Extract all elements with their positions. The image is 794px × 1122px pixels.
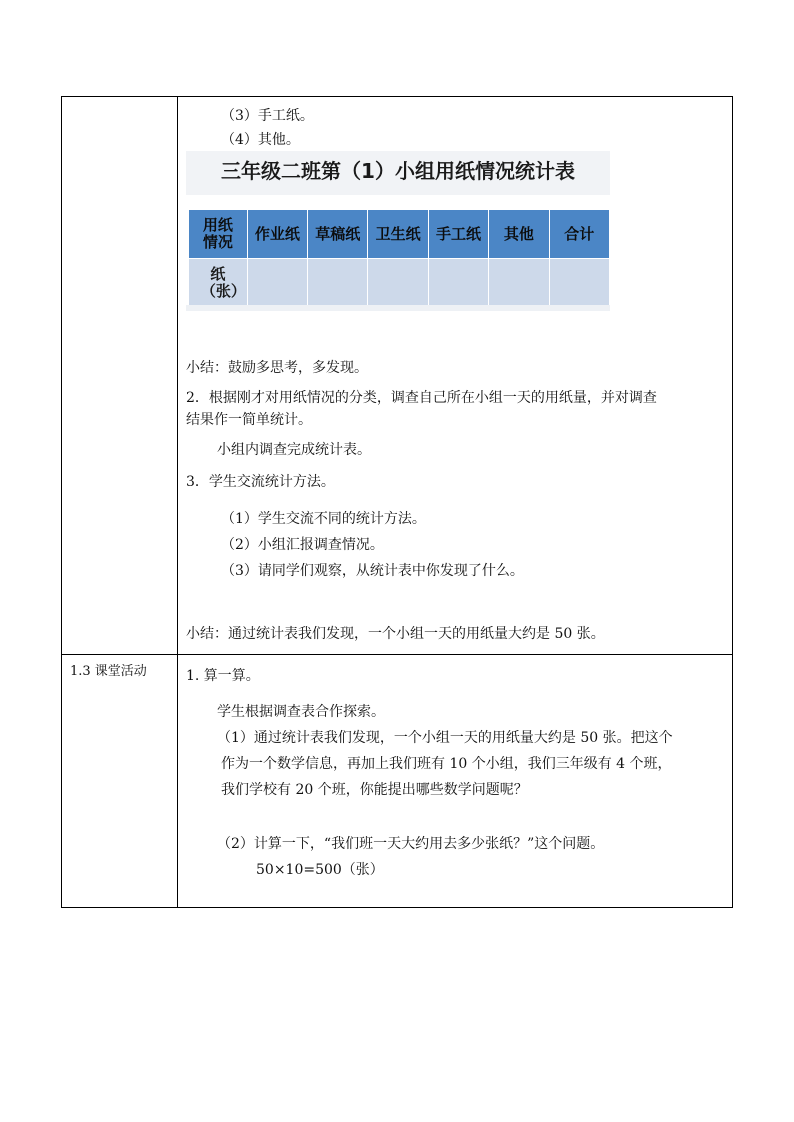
stats-header-cell: 草稿纸: [308, 210, 368, 259]
stats-bottom-band: [186, 305, 610, 311]
section-label: 1.3 课堂活动: [70, 664, 147, 679]
step3-heading: 3．学生交流统计方法。: [186, 474, 335, 490]
question1-line3: 我们学校有 20 个班，你能提出哪些数学问题呢？: [221, 782, 528, 798]
summary-one: 小结：鼓励多思考，多发现。: [186, 360, 368, 376]
summary-two: 小结：通过统计表我们发现，一个小组一天的用纸量大约是 50 张。: [186, 626, 605, 642]
stats-row-label: [189, 259, 248, 308]
step2-line1: 2．根据刚才对用纸情况的分类，调查自己所在小组一天的用纸量，并对调查: [186, 390, 657, 406]
item-other: （4）其他。: [221, 132, 300, 148]
question1-line1: （1）通过统计表我们发现，一个小组一天的用纸量大约是 50 张。把这个: [217, 730, 673, 746]
stats-cell: [549, 259, 609, 308]
row-divider: [62, 654, 732, 655]
stats-table-image: [186, 151, 610, 311]
intro-text: 学生根据调查表合作探索。: [217, 704, 385, 720]
column-divider: [177, 97, 178, 907]
stats-header-cell: 手工纸: [428, 210, 488, 259]
stats-data-row: [189, 259, 610, 308]
item-handcraft-paper: （3）手工纸。: [221, 108, 314, 124]
stats-header-cell: 合计: [549, 210, 609, 259]
step3-item1: （1）学生交流不同的统计方法。: [221, 511, 426, 527]
question2: （2）计算一下，“我们班一天大约用去多少张纸？”这个问题。: [217, 836, 605, 852]
stats-cell: [368, 259, 428, 308]
stats-cell: [428, 259, 488, 308]
calculation: 50×10=500（张）: [256, 862, 384, 878]
stats-header-cell: [189, 210, 248, 259]
step1-heading: 1. 算一算。: [186, 668, 260, 684]
stats-cell: [247, 259, 307, 308]
stats-header-cell: 其他: [489, 210, 549, 259]
stats-header-cell: 卫生纸: [368, 210, 428, 259]
step2-sub: 小组内调查完成统计表。: [217, 442, 371, 458]
stats-cell: [308, 259, 368, 308]
stats-table: [188, 209, 610, 308]
step3-item2: （2）小组汇报调查情况。: [221, 537, 384, 553]
header-usage: 用纸情况: [202, 216, 233, 251]
question1-line2: 作为一个数学信息，再加上我们班有 10 个小组，我们三年级有 4 个班，: [221, 756, 672, 772]
row-label-paper: 纸（张）: [200, 265, 246, 300]
lesson-table: [61, 96, 733, 908]
stats-table-title: 三年级二班第（1）小组用纸情况统计表: [221, 159, 575, 183]
step2-line2: 结果作一简单统计。: [186, 412, 312, 428]
stats-header-cell: 作业纸: [247, 210, 307, 259]
stats-header-row: [189, 210, 610, 259]
stats-cell: [489, 259, 549, 308]
step3-item3: （3）请同学们观察，从统计表中你发现了什么。: [221, 563, 524, 579]
